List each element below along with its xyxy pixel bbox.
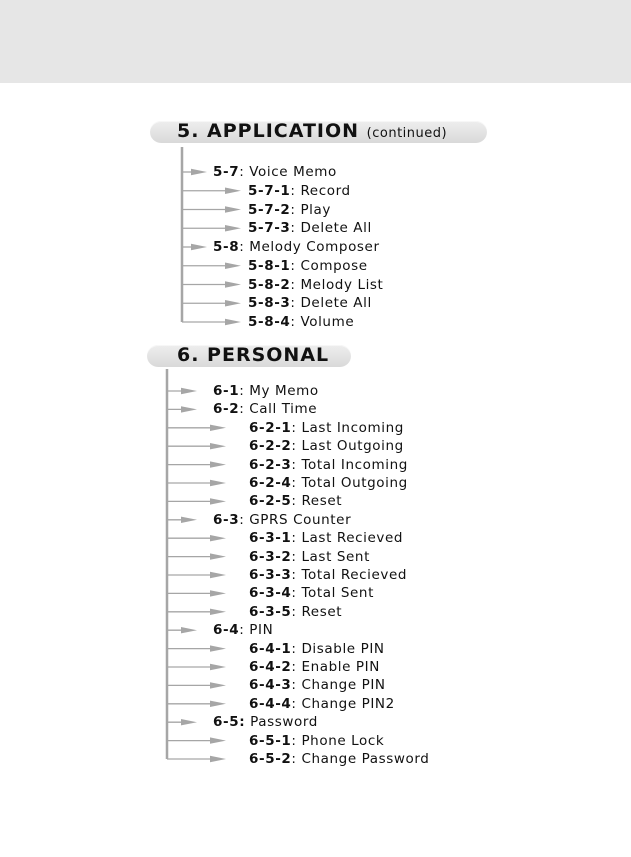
menu-item — [249, 530, 403, 546]
arrow-icon — [210, 461, 226, 467]
arrow-icon — [210, 682, 226, 688]
menu-item — [249, 585, 374, 601]
menu-item-separator: : — [290, 314, 301, 330]
menu-item — [213, 512, 351, 528]
menu-item-label: My Memo — [249, 383, 319, 399]
menu-item-code: 6-2-5 — [249, 493, 292, 510]
menu-item-code: 6-3-1 — [249, 530, 292, 547]
menu-item-label: Record — [300, 182, 351, 199]
menu-item-separator: : — [291, 567, 302, 583]
arrow-icon — [210, 443, 226, 449]
menu-item — [249, 493, 342, 509]
menu-item-code: 6-4-3 — [249, 677, 292, 694]
arrow-icon — [181, 517, 197, 523]
menu-item-separator: : — [291, 419, 302, 436]
menu-item — [249, 457, 408, 473]
menu-item-code: 6-4 — [213, 622, 240, 639]
menu-item-code: 5-8-1 — [248, 257, 291, 274]
arrow-icon — [210, 737, 226, 743]
menu-item-code: 6-4-2 — [249, 659, 292, 675]
menu-item-label: Change PIN — [301, 677, 386, 694]
menu-item-separator: : — [239, 401, 250, 418]
menu-item-code: 6-3 — [213, 511, 240, 528]
section-title-text: 6. PERSONAL — [177, 344, 330, 366]
menu-item-separator: : — [290, 201, 301, 218]
menu-item — [248, 295, 372, 311]
arrow-icon — [225, 300, 241, 306]
arrow-icon — [225, 319, 241, 325]
menu-item-separator: : — [239, 164, 250, 180]
menu-item-separator: : — [239, 383, 250, 399]
arrow-icon — [225, 188, 241, 194]
menu-item-separator: : — [290, 220, 301, 237]
menu-item-separator: : — [290, 182, 301, 199]
arrow-icon — [191, 169, 207, 175]
arrow-icon — [210, 590, 226, 596]
menu-item — [248, 314, 354, 330]
menu-item — [249, 641, 385, 657]
menu-item — [248, 277, 383, 293]
section-subtitle: (continued) — [366, 126, 448, 141]
menu-item-label: GPRS Counter — [249, 511, 352, 528]
arrow-icon — [210, 572, 226, 578]
menu-item — [213, 622, 273, 638]
arrow-icon — [210, 498, 226, 504]
menu-item-code: 5-8-3 — [248, 295, 291, 312]
menu-item-separator: : — [291, 493, 302, 510]
menu-item-code: 6-3-5 — [249, 603, 292, 620]
menu-item-separator: : — [291, 659, 302, 675]
menu-item-label: Last Incoming — [301, 419, 404, 436]
menu-item-label: Change Password — [301, 751, 430, 767]
menu-item-label: Play — [300, 201, 331, 218]
arrow-icon — [210, 425, 226, 431]
menu-item-code: 6-5: — [213, 714, 246, 731]
menu-item-label: Change PIN2 — [301, 695, 395, 712]
menu-item-label: Password — [250, 714, 318, 731]
menu-item-code: 6-2-1 — [249, 419, 292, 436]
menu-item — [213, 239, 380, 255]
menu-item-code: 6-2-2 — [249, 438, 292, 455]
menu-item-label: Last Recieved — [301, 530, 404, 547]
arrow-icon — [210, 535, 226, 541]
section-title-text: 5. APPLICATION — [177, 120, 360, 142]
menu-item-separator: : — [291, 732, 302, 749]
arrow-icon — [225, 206, 241, 212]
menu-item-label: Disable PIN — [301, 640, 385, 657]
menu-item — [249, 696, 395, 712]
menu-item-code: 6-5-2 — [249, 751, 292, 767]
menu-item-code: 6-3-4 — [249, 585, 292, 602]
menu-item-code: 6-2 — [213, 401, 240, 418]
arrow-icon — [210, 553, 226, 559]
arrow-icon — [210, 480, 226, 486]
arrow-icon — [210, 645, 226, 651]
menu-item-label: Total Outgoing — [301, 475, 408, 491]
menu-item-code: 6-1 — [213, 383, 240, 399]
menu-item — [213, 714, 318, 730]
menu-item-code: 5-7-2 — [248, 201, 291, 218]
menu-item — [249, 438, 404, 454]
menu-item-label: Melody Composer — [249, 239, 380, 255]
menu-item-code: 5-8-4 — [248, 314, 291, 330]
menu-item-separator: : — [291, 640, 302, 657]
menu-item-label: Melody List — [300, 276, 384, 293]
menu-item-label: Total Recieved — [301, 567, 408, 583]
menu-item-label: Enable PIN — [301, 659, 380, 675]
menu-item-code: 6-2-4 — [249, 475, 292, 491]
arrow-icon — [210, 701, 226, 707]
menu-item-separator: : — [291, 530, 302, 547]
section-title — [177, 120, 447, 142]
arrow-icon — [210, 756, 226, 762]
menu-item-separator: : — [239, 239, 250, 255]
menu-item — [249, 677, 386, 693]
menu-item-label: Total Incoming — [301, 456, 408, 473]
arrow-icon — [181, 627, 197, 633]
menu-item — [249, 549, 370, 565]
arrow-icon — [210, 664, 226, 670]
menu-item — [249, 733, 384, 749]
arrow-icon — [210, 609, 226, 615]
menu-item-label: Total Sent — [301, 585, 374, 602]
menu-item — [248, 258, 368, 274]
menu-item-separator: : — [290, 295, 301, 312]
menu-item — [248, 202, 331, 218]
menu-item-label: Compose — [300, 257, 368, 274]
menu-item — [213, 383, 319, 399]
menu-item-code: 6-3-3 — [249, 567, 292, 583]
menu-item — [249, 420, 404, 436]
menu-item-code: 6-4-4 — [249, 695, 292, 712]
menu-item — [249, 751, 429, 767]
menu-item — [213, 401, 317, 417]
menu-item-code: 6-5-1 — [249, 732, 292, 749]
menu-item-code: 6-4-1 — [249, 640, 292, 657]
menu-item-separator: : — [290, 276, 301, 293]
arrow-icon — [181, 719, 197, 725]
menu-item-label: Reset — [301, 603, 343, 620]
menu-item-code: 5-7-1 — [248, 182, 291, 199]
menu-item-label: Volume — [300, 314, 355, 330]
menu-item-label: PIN — [249, 622, 274, 639]
menu-item-code: 6-2-3 — [249, 456, 292, 473]
menu-item-label: Last Outgoing — [301, 438, 404, 455]
menu-item-label: Last Sent — [301, 548, 370, 565]
arrow-icon — [225, 263, 241, 269]
menu-item — [249, 567, 407, 583]
menu-item-separator: : — [290, 257, 301, 274]
menu-item — [248, 183, 351, 199]
menu-item-label: Voice Memo — [249, 164, 337, 180]
menu-item-separator: : — [291, 548, 302, 565]
menu-item-separator: : — [291, 603, 302, 620]
menu-item-code: 5-8 — [213, 239, 240, 255]
menu-item-separator: : — [291, 585, 302, 602]
menu-item — [249, 659, 380, 675]
menu-item-code: 5-7 — [213, 164, 240, 180]
menu-item — [249, 604, 342, 620]
menu-item-separator: : — [239, 622, 250, 639]
arrow-icon — [225, 225, 241, 231]
menu-item-label: Reset — [301, 493, 343, 510]
menu-item-code: 5-8-2 — [248, 276, 291, 293]
menu-item-code: 6-3-2 — [249, 548, 292, 565]
menu-item — [248, 220, 372, 236]
menu-item-label: Call Time — [249, 401, 318, 418]
section-title — [177, 344, 329, 366]
arrow-icon — [191, 244, 207, 250]
menu-item-code: 5-7-3 — [248, 220, 291, 237]
menu-item-separator: : — [291, 695, 302, 712]
menu-item — [249, 475, 408, 491]
menu-item-separator: : — [239, 511, 250, 528]
arrow-icon — [181, 406, 197, 412]
arrow-icon — [181, 388, 197, 394]
menu-item-label: Delete All — [300, 295, 372, 312]
menu-item-label: Delete All — [300, 220, 372, 237]
arrow-icon — [225, 281, 241, 287]
menu-item-label: Phone Lock — [301, 732, 385, 749]
menu-item-separator: : — [291, 456, 302, 473]
menu-item-separator: : — [291, 475, 302, 491]
menu-item — [213, 164, 337, 180]
menu-item-separator: : — [291, 677, 302, 694]
menu-item-separator: : — [291, 438, 302, 455]
menu-item-separator: : — [291, 751, 302, 767]
